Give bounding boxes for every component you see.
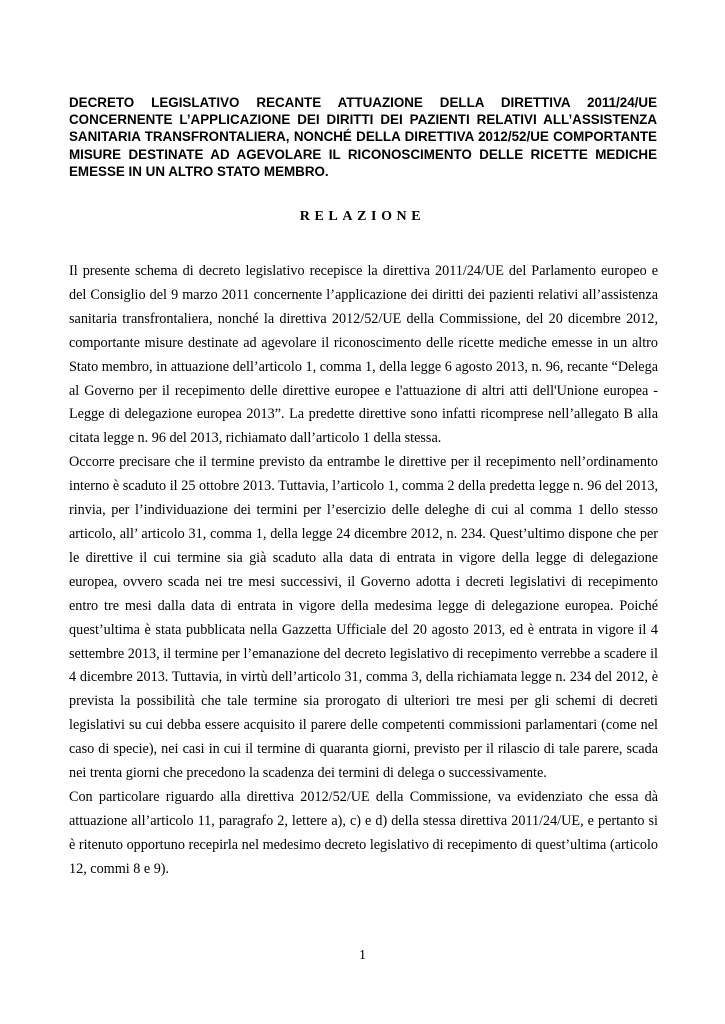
page-number: 1 <box>359 948 366 963</box>
document-body <box>69 260 658 882</box>
body-paragraph-3: Con particolare riguardo alla direttiva 2012/52/UE della Commissione, va evidenziato che essa dà attuazione all’articolo 11, paragrafo 2, lettere a), c) e d) della stessa direttiva 2011/24/UE, e pertanto si è ritenuto opportuno recepirla nel medesimo decreto legislativo di recepimento di quest’ultima (articolo 12, commi 8 e 9). <box>69 788 658 877</box>
body-paragraph-1: Il presente schema di decreto legislativo recepisce la direttiva 2011/24/UE del Parlamento europeo e del Consiglio del 9 marzo 2011 concernente l’applicazione dei diritti dei pazienti relativi all’assistenza sanitaria transfrontaliera, nonché la direttiva 2012/52/UE della Commissione, del 20 dicembre 2012, comportante misure destinate ad agevolare il riconoscimento delle ricette mediche emesse in un altro Stato membro, in attuazione dell’articolo 1, comma 1, della legge 6 agosto 2013, n. 96, recante “Delega al Governo per il recepimento delle direttive europee e l'attuazione di altri atti dell'Unione europea - Legge di delegazione europea 2013”. La predette direttive sono infatti ricomprese nell’allegato B alla citata legge n. 96 del 2013, richiamato dall’articolo 1 della stessa. <box>69 263 658 447</box>
body-paragraph-2: Occorre precisare che il termine previsto da entrambe le direttive per il recepimento nell’ordinamento interno è scaduto il 25 ottobre 2013. Tuttavia, l’articolo 1, comma 2 della predetta legge n. 96 del 2013, rinvia, per l’individuazione dei termini per l’esercizio delle deleghe di cui al comma 1 dello stesso articolo, all’ articolo 31, comma 1, della legge 24 dicembre 2012, n. 234. Quest’ultimo dispone che per le direttive il cui termine sia già scaduto alla data di entrata in vigore della legge di delegazione europea, ovvero scada nei tre mesi successivi, il Governo adotta i decreti legislativi di recepimento entro tre mesi dalla data di entrata in vigore della medesima legge di delegazione europea. Poiché quest’ultima è stata pubblicata nella Gazzetta Ufficiale del 20 agosto 2013, ed è entrata in vigore il 4 settembre 2013, il termine per l’emanazione del decreto legislativo di recepimento verrebbe a scadere il 4 dicembre 2013. Tuttavia, in virtù dell’articolo 31, comma 3, della richiamata legge n. 234 del 2012, è prevista la possibilità che tale termine sia prorogato di ulteriori tre mesi per gli schemi di decreti legislativi su cui debba essere acquisito il parere delle competenti commissioni parlamentari (come nel caso di specie), nei casi in cui il termine di quaranta giorni, previsto per il rilascio di tale parere, scada nei trenta giorni che precedono la scadenza dei termini di delega o successivamente. <box>69 454 658 782</box>
document-title: DECRETO LEGISLATIVO RECANTE ATTUAZIONE DELLA DIRETTIVA 2011/24/UE CONCERNENTE L’APPLICAZIONE DEI DIRITTI DEI PAZIENTI RELATIVI ALL’ASSISTENZA SANITARIA TRANSFRONTALIERA, NONCHÉ DELLA DIRETTIVA 2012/52/UE COMPORTANTE MISURE DESTINATE AD AGEVOLARE IL RICONOSCIMENTO DELLE RICETTE MEDICHE EMESSE IN UN ALTRO STATO MEMBRO. <box>69 95 657 179</box>
section-heading: RELAZIONE <box>299 209 426 224</box>
